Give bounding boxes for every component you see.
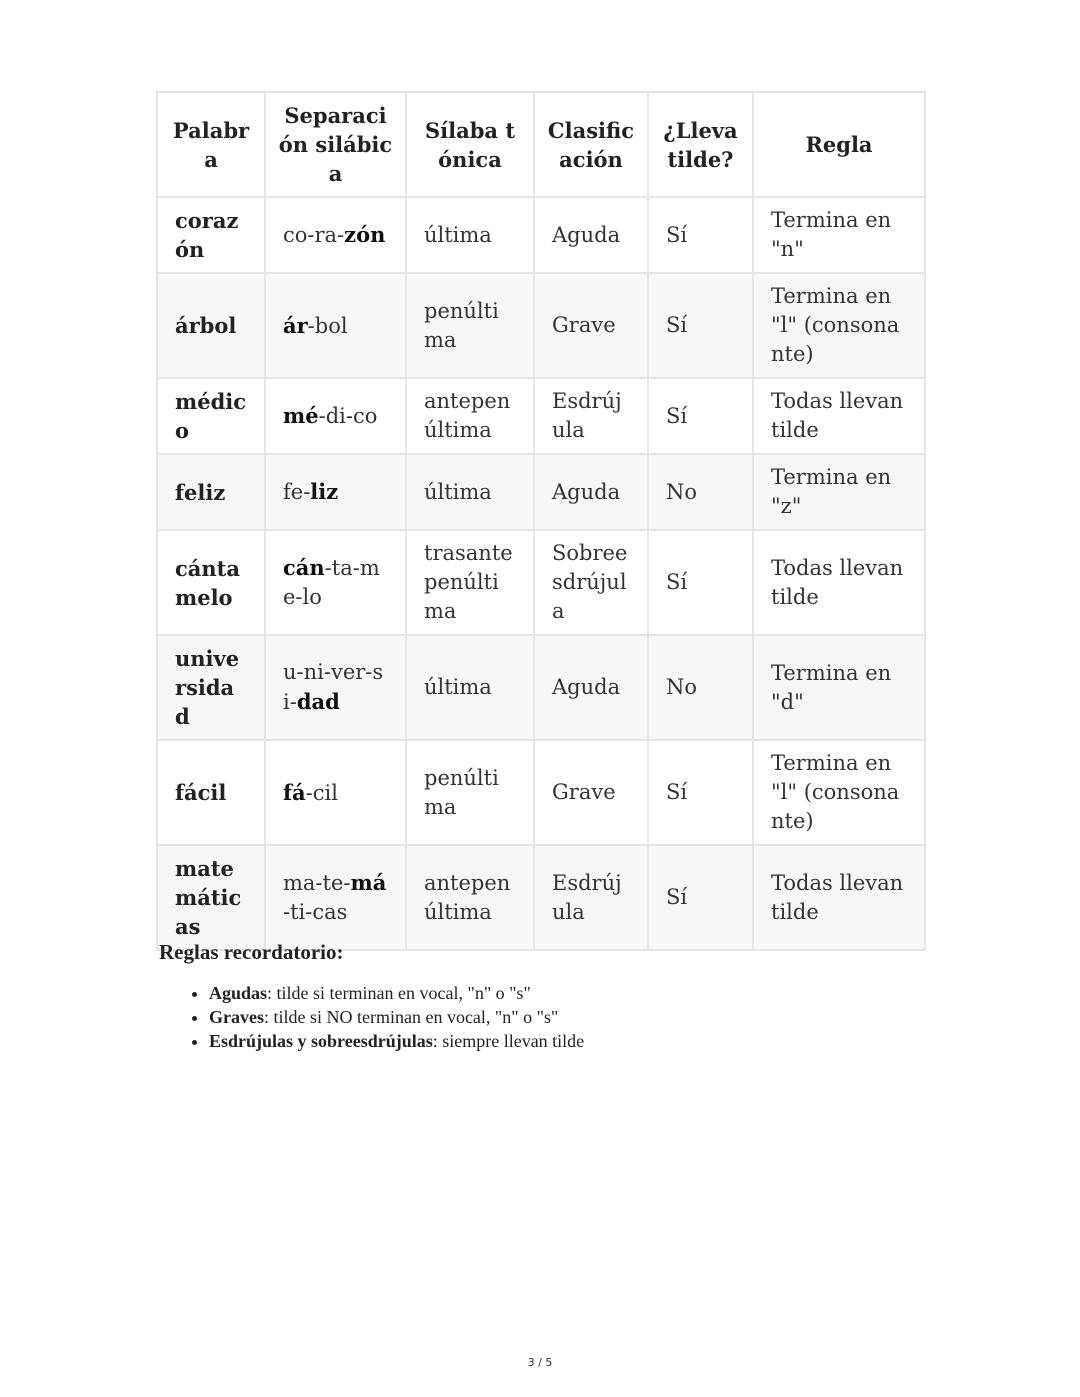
cell-word: corazón	[157, 197, 265, 273]
cell-tonic: penúltima	[406, 740, 534, 845]
cell-tonic: trasantepenúltima	[406, 530, 534, 635]
cell-rule: Termina en "n"	[753, 197, 925, 273]
cell-syllables	[265, 845, 406, 950]
cell-syllables	[265, 530, 406, 635]
cell-syllables	[265, 197, 406, 273]
reminder-term: Agudas	[209, 983, 268, 1003]
cell-word: árbol	[157, 273, 265, 378]
header-tonic-syllable: Sílaba tónica	[406, 92, 534, 197]
table-row	[157, 378, 925, 454]
syllables-post: -bol	[307, 313, 348, 338]
table-row	[157, 197, 925, 273]
cell-tilde: No	[648, 635, 753, 740]
cell-rule: Termina en "l" (consonante)	[753, 273, 925, 378]
reminders-section	[159, 940, 584, 1053]
cell-tilde: Sí	[648, 197, 753, 273]
syllables-post: -ta-me-lo	[283, 556, 380, 609]
cell-rule: Termina en "d"	[753, 635, 925, 740]
cell-tilde: Sí	[648, 740, 753, 845]
cell-word: médico	[157, 378, 265, 454]
table-row	[157, 530, 925, 635]
syllables-post: -di-co	[318, 404, 378, 428]
reminder-term: Esdrújulas y sobreesdrújulas	[209, 1031, 433, 1051]
cell-syllables	[265, 635, 406, 740]
cell-syllables	[265, 740, 406, 845]
cell-classification: Aguda	[534, 197, 648, 273]
cell-word: universidad	[157, 635, 265, 740]
syllables-post: -cil	[305, 780, 338, 805]
reminder-term: Graves	[209, 1007, 264, 1027]
cell-rule: Todas llevan tilde	[753, 378, 925, 454]
cell-tilde: Sí	[648, 530, 753, 635]
table-row	[157, 454, 925, 530]
syllables-stressed: liz	[310, 479, 339, 504]
reminder-text: : siempre llevan tilde	[432, 1031, 585, 1051]
header-rule: Regla	[753, 92, 925, 197]
syllables-stressed: dad	[296, 689, 340, 714]
cell-word: cántamelo	[157, 530, 265, 635]
cell-syllables	[265, 273, 406, 378]
cell-rule: Todas llevan tilde	[753, 845, 925, 950]
cell-word: matemáticas	[157, 845, 265, 950]
cell-rule: Todas llevan tilde	[753, 530, 925, 635]
page-number: 3 / 5	[527, 1356, 553, 1369]
table-header-row	[157, 92, 925, 197]
cell-classification: Sobreesdrújula	[534, 530, 648, 635]
header-word: Palabra	[157, 92, 265, 197]
cell-word: fácil	[157, 740, 265, 845]
syllables-stressed: má	[350, 870, 387, 895]
reminder-item	[209, 1005, 584, 1029]
cell-syllables	[265, 454, 406, 530]
cell-tonic: antepenúltima	[406, 845, 534, 950]
cell-tilde: Sí	[648, 378, 753, 454]
header-classification: Clasificación	[534, 92, 648, 197]
syllables-pre: co-ra-	[283, 223, 345, 247]
reminder-item	[209, 1029, 584, 1053]
cell-rule: Termina en "z"	[753, 454, 925, 530]
reminders-list	[159, 981, 584, 1053]
syllables-pre: u-ni-ver-si-	[283, 660, 384, 714]
syllables-stressed: cán	[283, 555, 325, 580]
cell-tonic: última	[406, 635, 534, 740]
cell-classification: Aguda	[534, 635, 648, 740]
cell-tonic: última	[406, 454, 534, 530]
table-row	[157, 273, 925, 378]
cell-tilde: Sí	[648, 273, 753, 378]
cell-tonic: última	[406, 197, 534, 273]
cell-classification: Grave	[534, 740, 648, 845]
cell-classification: Esdrújula	[534, 378, 648, 454]
table-row	[157, 635, 925, 740]
cell-classification: Grave	[534, 273, 648, 378]
cell-word: feliz	[157, 454, 265, 530]
reminder-text: : tilde si NO terminan en vocal, "n" o "s"	[263, 1007, 559, 1027]
syllables-pre: ma-te-	[283, 871, 351, 895]
syllables-stressed: ár	[283, 312, 308, 338]
header-has-tilde: ¿Lleva tilde?	[648, 92, 753, 197]
cell-tonic: penúltima	[406, 273, 534, 378]
syllables-post: -ti-cas	[283, 900, 348, 924]
syllables-stressed: fá	[283, 779, 306, 805]
reminder-text: : tilde si terminan en vocal, "n" o "s"	[267, 983, 531, 1003]
cell-classification: Aguda	[534, 454, 648, 530]
reminder-item	[209, 981, 584, 1005]
cell-tilde: Sí	[648, 845, 753, 950]
reminders-title: Reglas recordatorio:	[159, 940, 344, 964]
accentuation-table	[156, 91, 926, 951]
cell-tonic: antepenúltima	[406, 378, 534, 454]
table-row	[157, 845, 925, 950]
header-syllabic-separation: Separación silábica	[265, 92, 406, 197]
table-row	[157, 740, 925, 845]
cell-tilde: No	[648, 454, 753, 530]
cell-classification: Esdrújula	[534, 845, 648, 950]
syllables-stressed: mé	[283, 403, 319, 428]
cell-syllables	[265, 378, 406, 454]
syllables-stressed: zón	[344, 222, 386, 247]
syllables-pre: fe-	[283, 480, 311, 504]
cell-rule: Termina en "l" (consonante)	[753, 740, 925, 845]
